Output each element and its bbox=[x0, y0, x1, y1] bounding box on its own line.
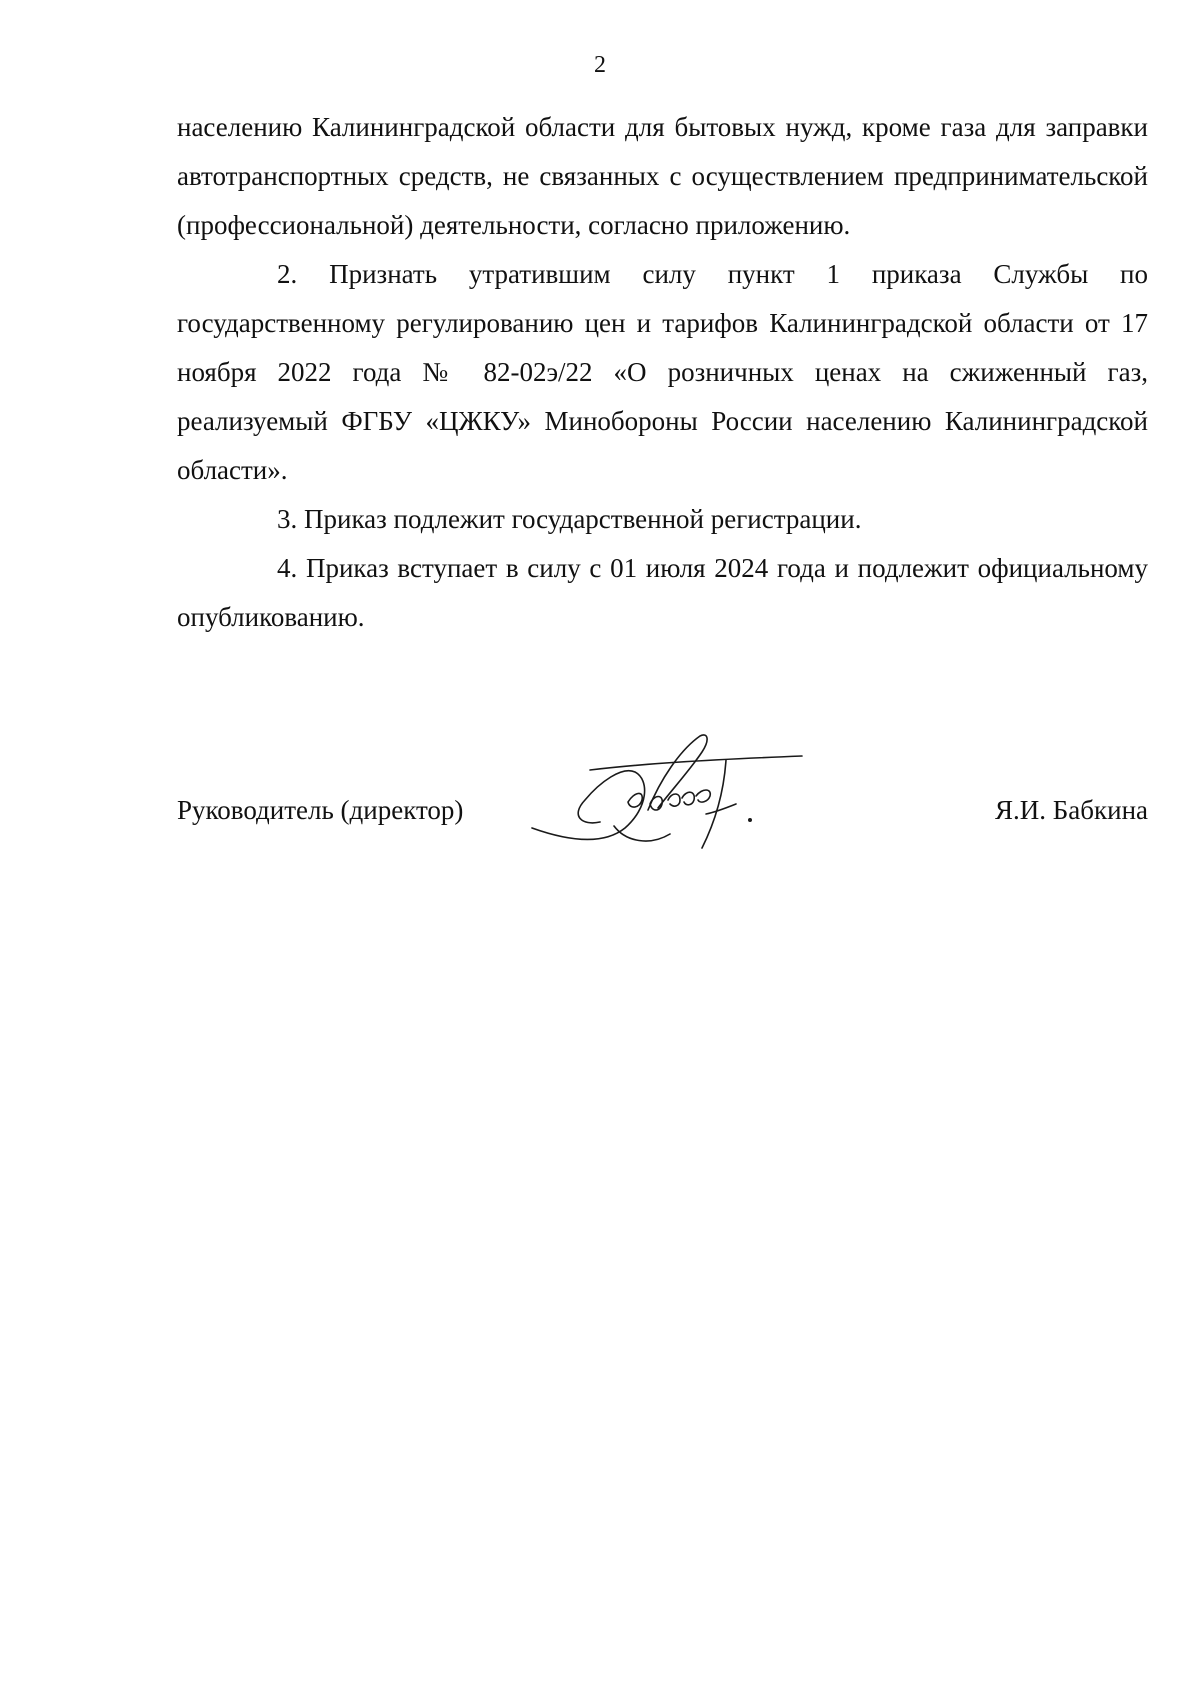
paragraph-2-repeal-clause: 2. Признать утратившим силу пункт 1 приказа Службы по государственному регулированию цен и тарифов Калининградской области от 17 ноября 2022 года № 82-02э/22 «О розничных ценах на сжиженный газ, реализуемый ФГБУ «ЦЖКУ» Минобороны России населению Калининградской области». bbox=[177, 259, 1148, 485]
document-body bbox=[177, 103, 1148, 642]
paragraph-4-effective-date: 4. Приказ вступает в силу с 01 июля 2024 года и подлежит официальному опубликованию. bbox=[177, 553, 1148, 632]
page-number: 2 bbox=[594, 52, 606, 78]
handwritten-signature-icon bbox=[530, 730, 810, 860]
signatory-name: Я.И. Бабкина bbox=[995, 795, 1148, 825]
paragraph-3-registration: 3. Приказ подлежит государственной регистрации. bbox=[277, 504, 862, 534]
signatory-position: Руководитель (директор) bbox=[177, 795, 464, 825]
paragraph-1-continuation: населению Калининградской области для бытовых нужд, кроме газа для заправки автотранспортных средств, не связанных с осуществлением предпринимательской (профессиональной) деятельности, согласно приложению. bbox=[177, 112, 1148, 240]
